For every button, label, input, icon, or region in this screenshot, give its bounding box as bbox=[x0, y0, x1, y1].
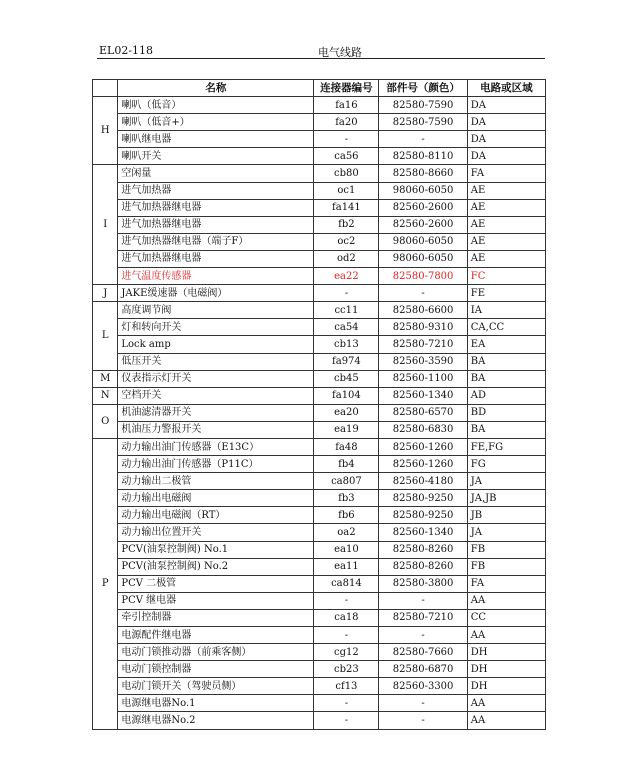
table-row bbox=[93, 695, 546, 712]
connector-cell: ca814 bbox=[314, 575, 379, 592]
table-header-row bbox=[93, 80, 546, 97]
table-row bbox=[93, 490, 546, 507]
table-row bbox=[93, 421, 546, 438]
table-row bbox=[93, 558, 546, 575]
group-letter-cell: N bbox=[93, 387, 118, 404]
part-number-cell: 82560-3300 bbox=[379, 678, 467, 695]
name-cell: 喇叭（低音） bbox=[118, 97, 314, 114]
connector-cell: oc1 bbox=[314, 182, 379, 199]
area-column-header: 电路或区域 bbox=[467, 80, 545, 97]
connector-cell: od2 bbox=[314, 250, 379, 267]
connector-cell: - bbox=[314, 712, 379, 729]
area-cell: IA bbox=[467, 302, 545, 319]
connector-cell: cf13 bbox=[314, 678, 379, 695]
table-row bbox=[93, 438, 546, 455]
name-cell: PCV 二极管 bbox=[118, 575, 314, 592]
table-row bbox=[93, 627, 546, 644]
table-row bbox=[93, 609, 546, 626]
area-cell: JA bbox=[467, 473, 545, 490]
table-row bbox=[93, 97, 546, 114]
area-cell: FG bbox=[467, 456, 545, 473]
table-row bbox=[93, 302, 546, 319]
area-cell: FE bbox=[467, 285, 545, 302]
part-number-cell: 82580-6570 bbox=[379, 404, 467, 421]
area-cell: BD bbox=[467, 404, 545, 421]
area-cell: CC bbox=[467, 609, 545, 626]
name-cell: 空档开关 bbox=[118, 387, 314, 404]
part-number-cell: 82560-4180 bbox=[379, 473, 467, 490]
part-number-cell: 82560-1260 bbox=[379, 438, 467, 455]
table-row bbox=[93, 336, 546, 353]
name-cell: 仪表指示灯开关 bbox=[118, 370, 314, 387]
part-number-cell: 82580-3800 bbox=[379, 575, 467, 592]
part-number-cell: - bbox=[379, 131, 467, 148]
area-cell: JA,JB bbox=[467, 490, 545, 507]
table-row bbox=[93, 456, 546, 473]
connector-cell: cg12 bbox=[314, 644, 379, 661]
connector-cell: fb4 bbox=[314, 456, 379, 473]
table-row bbox=[93, 165, 546, 182]
area-cell: AA bbox=[467, 695, 545, 712]
table-row bbox=[93, 592, 546, 609]
area-cell: AA bbox=[467, 627, 545, 644]
name-cell: 动力输出油门传感器（E13C） bbox=[118, 438, 314, 455]
area-cell: FA bbox=[467, 575, 545, 592]
part-number-cell: 82580-7590 bbox=[379, 97, 467, 114]
connector-cell: - bbox=[314, 592, 379, 609]
part-number-cell: 82580-7590 bbox=[379, 114, 467, 131]
name-cell: PCV(油泵控制阀) No.1 bbox=[118, 541, 314, 558]
connector-cell: ca54 bbox=[314, 319, 379, 336]
part-number-cell: 82580-7800 bbox=[379, 268, 467, 285]
part-column-header: 部件号（颜色） bbox=[379, 80, 467, 97]
part-number-cell: 82580-6870 bbox=[379, 661, 467, 678]
part-number-cell: 82580-6600 bbox=[379, 302, 467, 319]
name-cell: 电动门锁推动器（前乘客侧） bbox=[118, 644, 314, 661]
name-cell: PCV(油泵控制阀) No.2 bbox=[118, 558, 314, 575]
connector-cell: oa2 bbox=[314, 524, 379, 541]
area-cell: JB bbox=[467, 507, 545, 524]
table-row bbox=[93, 678, 546, 695]
name-cell: 低压开关 bbox=[118, 353, 314, 370]
table-row bbox=[93, 319, 546, 336]
group-letter-cell: P bbox=[93, 438, 118, 729]
part-number-cell: - bbox=[379, 627, 467, 644]
part-number-cell: - bbox=[379, 695, 467, 712]
name-cell: 动力输出位置开关 bbox=[118, 524, 314, 541]
area-cell: AE bbox=[467, 199, 545, 216]
document-title: 电气线路 bbox=[318, 46, 362, 59]
group-letter-cell: I bbox=[93, 165, 118, 285]
header-rule bbox=[97, 58, 545, 59]
table-row bbox=[93, 182, 546, 199]
area-cell: FC bbox=[467, 268, 545, 285]
name-cell: 电动门锁控制器 bbox=[118, 661, 314, 678]
part-number-cell: 82560-3590 bbox=[379, 353, 467, 370]
part-number-cell: 82560-1340 bbox=[379, 524, 467, 541]
name-cell: 进气加热器 bbox=[118, 182, 314, 199]
area-cell: DH bbox=[467, 678, 545, 695]
connector-cell: fa104 bbox=[314, 387, 379, 404]
name-cell: 喇叭开关 bbox=[118, 148, 314, 165]
part-number-cell: 82580-9250 bbox=[379, 507, 467, 524]
name-cell: 高度调节阀 bbox=[118, 302, 314, 319]
connector-cell: fa141 bbox=[314, 199, 379, 216]
table-row bbox=[93, 268, 546, 285]
area-cell: CA,CC bbox=[467, 319, 545, 336]
table-row bbox=[93, 644, 546, 661]
document-code: EL02-118 bbox=[99, 44, 154, 57]
name-cell: 进气加热器继电器 bbox=[118, 250, 314, 267]
connector-cell: cb13 bbox=[314, 336, 379, 353]
connector-cell: cc11 bbox=[314, 302, 379, 319]
table-row bbox=[93, 541, 546, 558]
name-cell: 牵引控制器 bbox=[118, 609, 314, 626]
connector-cell: ea19 bbox=[314, 421, 379, 438]
area-cell: AA bbox=[467, 592, 545, 609]
name-cell: 电源继电器No.2 bbox=[118, 712, 314, 729]
connector-cell: - bbox=[314, 131, 379, 148]
connector-cell: ca18 bbox=[314, 609, 379, 626]
area-cell: AA bbox=[467, 712, 545, 729]
table-row bbox=[93, 353, 546, 370]
name-cell: 进气加热器继电器（端子F） bbox=[118, 233, 314, 250]
name-cell: Lock amp bbox=[118, 336, 314, 353]
part-number-cell: 82580-8660 bbox=[379, 165, 467, 182]
table-row bbox=[93, 473, 546, 490]
connector-cell: fa16 bbox=[314, 97, 379, 114]
part-number-cell: 98060-6050 bbox=[379, 182, 467, 199]
name-cell: 机油滤清器开关 bbox=[118, 404, 314, 421]
part-number-cell: 82560-2600 bbox=[379, 216, 467, 233]
connector-cell: oc2 bbox=[314, 233, 379, 250]
part-number-cell: 98060-6050 bbox=[379, 233, 467, 250]
area-cell: AE bbox=[467, 182, 545, 199]
group-column-header bbox=[93, 80, 118, 97]
connector-cell: fa48 bbox=[314, 438, 379, 455]
name-cell: 电动门锁开关（驾驶员侧） bbox=[118, 678, 314, 695]
connector-cell: fb6 bbox=[314, 507, 379, 524]
name-cell: 机油压力警报开关 bbox=[118, 421, 314, 438]
name-cell: 喇叭继电器 bbox=[118, 131, 314, 148]
area-cell: DA bbox=[467, 131, 545, 148]
table-body bbox=[93, 97, 546, 729]
part-number-cell: 82580-8260 bbox=[379, 558, 467, 575]
part-number-cell: - bbox=[379, 592, 467, 609]
table-row bbox=[93, 250, 546, 267]
part-number-cell: 82560-2600 bbox=[379, 199, 467, 216]
name-cell: 动力输出电磁阀（RT） bbox=[118, 507, 314, 524]
table-row bbox=[93, 131, 546, 148]
connector-cell: - bbox=[314, 285, 379, 302]
area-cell: DA bbox=[467, 148, 545, 165]
table-row bbox=[93, 114, 546, 131]
name-cell: 喇叭（低音+） bbox=[118, 114, 314, 131]
name-cell: JAKE缓速器（电磁阀） bbox=[118, 285, 314, 302]
connector-cell: cb23 bbox=[314, 661, 379, 678]
table-row bbox=[93, 148, 546, 165]
connector-cell: cb45 bbox=[314, 370, 379, 387]
part-number-cell: 98060-6050 bbox=[379, 250, 467, 267]
connector-cell: cb80 bbox=[314, 165, 379, 182]
table-row bbox=[93, 199, 546, 216]
area-cell: FE,FG bbox=[467, 438, 545, 455]
table-row bbox=[93, 404, 546, 421]
name-cell: 动力输出二极管 bbox=[118, 473, 314, 490]
table-row bbox=[93, 285, 546, 302]
name-cell: 动力输出油门传感器（P11C） bbox=[118, 456, 314, 473]
area-cell: DH bbox=[467, 661, 545, 678]
area-cell: EA bbox=[467, 336, 545, 353]
group-letter-cell: M bbox=[93, 370, 118, 387]
name-cell: 动力输出电磁阀 bbox=[118, 490, 314, 507]
connector-cell: - bbox=[314, 627, 379, 644]
part-number-cell: 82560-1100 bbox=[379, 370, 467, 387]
part-number-cell: 82580-9250 bbox=[379, 490, 467, 507]
area-cell: BA bbox=[467, 370, 545, 387]
connector-cell: fb3 bbox=[314, 490, 379, 507]
part-number-cell: 82580-7210 bbox=[379, 609, 467, 626]
connector-cell: fa974 bbox=[314, 353, 379, 370]
part-number-cell: 82560-1260 bbox=[379, 456, 467, 473]
part-number-cell: 82580-8110 bbox=[379, 148, 467, 165]
part-number-cell: 82580-9310 bbox=[379, 319, 467, 336]
table-row bbox=[93, 233, 546, 250]
table-row bbox=[93, 387, 546, 404]
part-number-cell: 82580-7660 bbox=[379, 644, 467, 661]
area-cell: FB bbox=[467, 541, 545, 558]
part-number-cell: 82560-1340 bbox=[379, 387, 467, 404]
part-number-cell: 82580-7210 bbox=[379, 336, 467, 353]
table-row bbox=[93, 524, 546, 541]
connector-cell: ea10 bbox=[314, 541, 379, 558]
area-cell: BA bbox=[467, 353, 545, 370]
name-column-header: 名称 bbox=[118, 80, 314, 97]
area-cell: DA bbox=[467, 114, 545, 131]
name-cell: 灯和转向开关 bbox=[118, 319, 314, 336]
connector-table bbox=[92, 79, 546, 730]
connector-cell: fb2 bbox=[314, 216, 379, 233]
area-cell: JA bbox=[467, 524, 545, 541]
connector-cell: ea20 bbox=[314, 404, 379, 421]
area-cell: FA bbox=[467, 165, 545, 182]
area-cell: AE bbox=[467, 250, 545, 267]
group-letter-cell: L bbox=[93, 302, 118, 370]
area-cell: AE bbox=[467, 233, 545, 250]
table-row bbox=[93, 661, 546, 678]
area-cell: FB bbox=[467, 558, 545, 575]
table-row bbox=[93, 575, 546, 592]
connector-cell: - bbox=[314, 695, 379, 712]
table-row bbox=[93, 216, 546, 233]
name-cell: 电源配件继电器 bbox=[118, 627, 314, 644]
table-row bbox=[93, 712, 546, 729]
table-row bbox=[93, 507, 546, 524]
area-cell: DH bbox=[467, 644, 545, 661]
area-cell: DA bbox=[467, 97, 545, 114]
name-cell: 电源继电器No.1 bbox=[118, 695, 314, 712]
connector-cell: fa20 bbox=[314, 114, 379, 131]
connector-cell: ca56 bbox=[314, 148, 379, 165]
group-letter-cell: O bbox=[93, 404, 118, 438]
name-cell: 空闲量 bbox=[118, 165, 314, 182]
name-cell: 进气加热器继电器 bbox=[118, 199, 314, 216]
area-cell: AE bbox=[467, 216, 545, 233]
name-cell: 进气加热器继电器 bbox=[118, 216, 314, 233]
name-cell: PCV 继电器 bbox=[118, 592, 314, 609]
area-cell: AD bbox=[467, 387, 545, 404]
part-number-cell: 82580-6830 bbox=[379, 421, 467, 438]
group-letter-cell: H bbox=[93, 97, 118, 165]
connector-cell: ea11 bbox=[314, 558, 379, 575]
connector-cell: ea22 bbox=[314, 268, 379, 285]
connector-cell: ca807 bbox=[314, 473, 379, 490]
name-cell: 进气温度传感器 bbox=[118, 268, 314, 285]
table-row bbox=[93, 370, 546, 387]
area-cell: BA bbox=[467, 421, 545, 438]
connector-column-header: 连接器编号 bbox=[314, 80, 379, 97]
part-number-cell: 82580-8260 bbox=[379, 541, 467, 558]
part-number-cell: - bbox=[379, 712, 467, 729]
group-letter-cell: J bbox=[93, 285, 118, 302]
part-number-cell: - bbox=[379, 285, 467, 302]
